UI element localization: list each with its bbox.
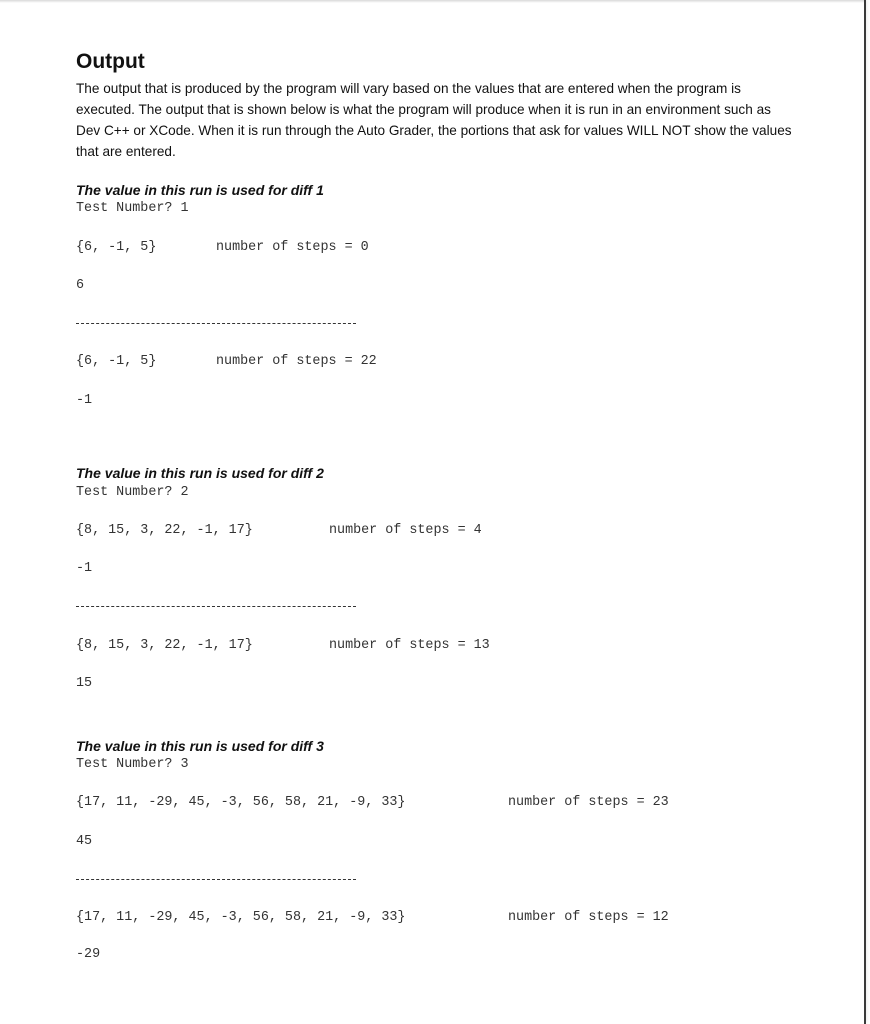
run-2-second-steps: number of steps = 13	[329, 638, 490, 653]
run-1-first-array: {6, -1, 5}	[76, 240, 157, 255]
page-top-shadow	[0, 0, 864, 3]
page-title: Output	[76, 50, 145, 73]
run-3-first-result: 45	[76, 834, 93, 849]
run-1-prompt: Test Number? 1	[76, 201, 189, 216]
run-3-second-array: {17, 11, -29, 45, -3, 56, 58, 21, -9, 33}	[76, 910, 406, 925]
run-1-second-steps: number of steps = 22	[216, 354, 377, 369]
run-3-first-steps: number of steps = 23	[508, 795, 669, 810]
run-1-first-steps: number of steps = 0	[216, 240, 369, 255]
run-3-second-steps: number of steps = 12	[508, 910, 669, 925]
run-2-caption: The value in this run is used for diff 2	[76, 465, 324, 481]
run-2-separator	[76, 606, 356, 607]
run-1-separator	[76, 323, 356, 324]
run-1-second-array: {6, -1, 5}	[76, 354, 157, 369]
run-2-first-result: -1	[76, 561, 93, 576]
run-1-second-result: -1	[76, 393, 93, 408]
run-1-first-result: 6	[76, 278, 85, 293]
run-2-second-result: 15	[76, 676, 93, 691]
intro-paragraph: The output that is produced by the program will vary based on the values that are entered when the program is executed. The output that is shown below is what the program will produce when it is run in an environment such as Dev C++ or XCode. When it is run through the Auto Grader, the portions that ask for values WILL NOT show the values that are entered.	[76, 81, 792, 159]
run-3-caption: The value in this run is used for diff 3	[76, 738, 324, 754]
run-2-first-array: {8, 15, 3, 22, -1, 17}	[76, 523, 253, 538]
run-3-prompt: Test Number? 3	[76, 757, 189, 772]
run-1-caption: The value in this run is used for diff 1	[76, 182, 324, 198]
run-2-second-array: {8, 15, 3, 22, -1, 17}	[76, 638, 253, 653]
run-2-first-steps: number of steps = 4	[329, 523, 482, 538]
run-3-separator	[76, 879, 356, 880]
run-3-second-result: -29	[76, 947, 101, 962]
run-2-prompt: Test Number? 2	[76, 485, 189, 500]
run-3-first-array: {17, 11, -29, 45, -3, 56, 58, 21, -9, 33}	[76, 795, 406, 810]
